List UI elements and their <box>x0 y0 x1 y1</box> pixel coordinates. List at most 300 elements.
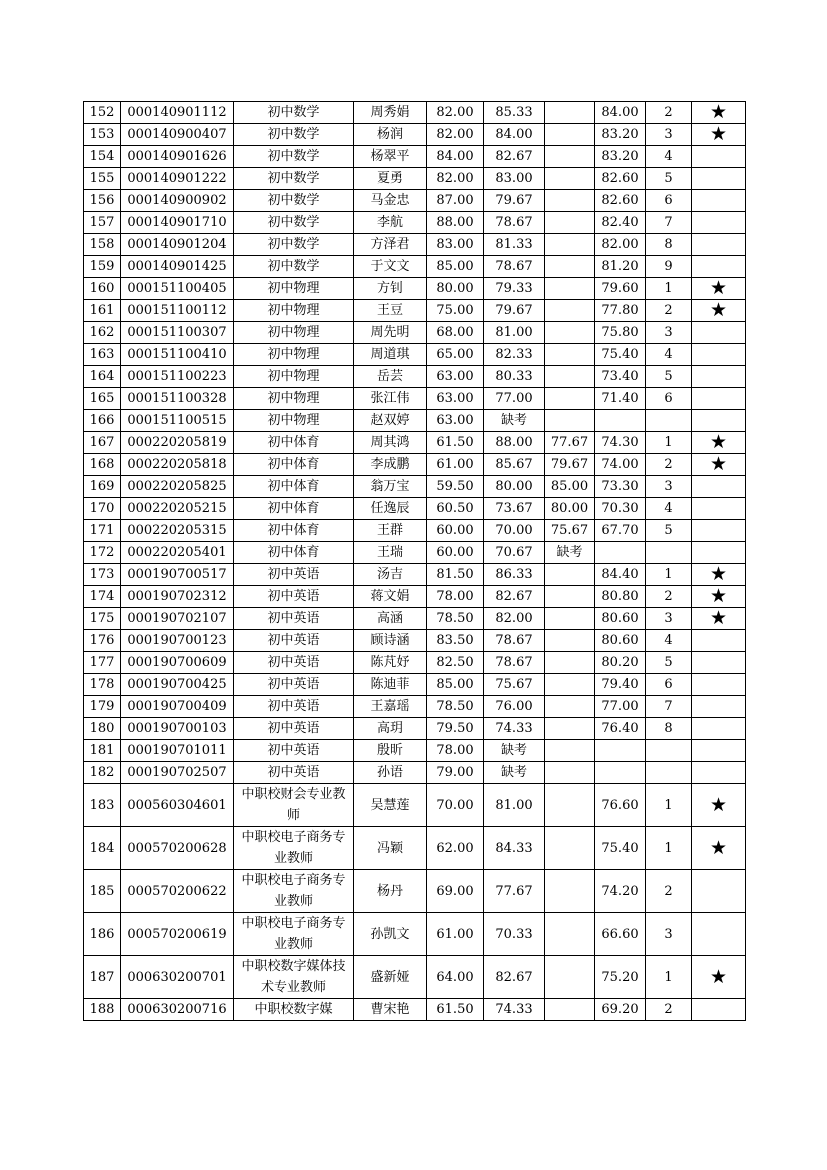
interview-score-cell: 缺考 <box>484 740 545 762</box>
table-row <box>84 740 746 762</box>
total-score-cell: 74.20 <box>595 870 646 913</box>
post-cell: 初中物理 <box>234 410 354 432</box>
written-score-cell: 82.00 <box>427 168 484 190</box>
interview-score-cell: 78.67 <box>484 212 545 234</box>
rank-cell: 2 <box>646 102 692 124</box>
row-number-cell: 167 <box>84 432 121 454</box>
interview-score-cell: 78.67 <box>484 630 545 652</box>
candidate-name-cell: 顾诗涵 <box>354 630 427 652</box>
post-cell: 初中英语 <box>234 564 354 586</box>
row-number-cell: 172 <box>84 542 121 564</box>
selected-mark-cell <box>692 718 746 740</box>
exam-id-cell: 000220205818 <box>121 454 234 476</box>
interview-score-cell: 85.33 <box>484 102 545 124</box>
table-row <box>84 432 746 454</box>
results-table-body <box>84 102 746 1021</box>
post-cell: 中职校财会专业教师 <box>234 784 354 827</box>
selected-mark-cell: ★ <box>692 300 746 322</box>
total-score-cell: 79.60 <box>595 278 646 300</box>
candidate-name-cell: 王瑞 <box>354 542 427 564</box>
rank-cell: 8 <box>646 234 692 256</box>
rank-cell <box>646 740 692 762</box>
total-score-cell: 75.40 <box>595 344 646 366</box>
total-score-cell: 82.60 <box>595 190 646 212</box>
row-number-cell: 161 <box>84 300 121 322</box>
interview-score-cell: 82.67 <box>484 146 545 168</box>
skill-score-cell <box>545 410 595 432</box>
exam-id-cell: 000220205215 <box>121 498 234 520</box>
skill-score-cell <box>545 674 595 696</box>
candidate-name-cell: 任逸辰 <box>354 498 427 520</box>
skill-score-cell <box>545 168 595 190</box>
skill-score-cell <box>545 652 595 674</box>
selected-mark-cell <box>692 366 746 388</box>
skill-score-cell <box>545 322 595 344</box>
candidate-name-cell: 方钊 <box>354 278 427 300</box>
written-score-cell: 63.00 <box>427 366 484 388</box>
table-row <box>84 762 746 784</box>
written-score-cell: 78.00 <box>427 586 484 608</box>
interview-score-cell: 88.00 <box>484 432 545 454</box>
row-number-cell: 182 <box>84 762 121 784</box>
interview-score-cell: 73.67 <box>484 498 545 520</box>
candidate-name-cell: 吴慧莲 <box>354 784 427 827</box>
total-score-cell: 80.60 <box>595 608 646 630</box>
skill-score-cell <box>545 913 595 956</box>
row-number-cell: 169 <box>84 476 121 498</box>
post-cell: 中职校电子商务专业教师 <box>234 913 354 956</box>
total-score-cell: 83.20 <box>595 146 646 168</box>
selected-mark-cell <box>692 322 746 344</box>
candidate-name-cell: 曹宋艳 <box>354 999 427 1021</box>
post-cell: 初中英语 <box>234 608 354 630</box>
total-score-cell <box>595 740 646 762</box>
rank-cell: 1 <box>646 827 692 870</box>
written-score-cell: 78.50 <box>427 608 484 630</box>
row-number-cell: 152 <box>84 102 121 124</box>
row-number-cell: 177 <box>84 652 121 674</box>
interview-score-cell: 缺考 <box>484 762 545 784</box>
selected-mark-cell <box>692 476 746 498</box>
table-row <box>84 454 746 476</box>
written-score-cell: 79.50 <box>427 718 484 740</box>
written-score-cell: 83.00 <box>427 234 484 256</box>
exam-id-cell: 000140901204 <box>121 234 234 256</box>
candidate-name-cell: 翁万宝 <box>354 476 427 498</box>
selected-mark-cell <box>692 344 746 366</box>
selected-mark-cell <box>692 630 746 652</box>
row-number-cell: 183 <box>84 784 121 827</box>
written-score-cell: 83.50 <box>427 630 484 652</box>
skill-score-cell <box>545 956 595 999</box>
table-row <box>84 190 746 212</box>
total-score-cell: 80.20 <box>595 652 646 674</box>
skill-score-cell: 85.00 <box>545 476 595 498</box>
skill-score-cell <box>545 586 595 608</box>
interview-score-cell: 82.00 <box>484 608 545 630</box>
interview-score-cell: 70.67 <box>484 542 545 564</box>
total-score-cell: 73.30 <box>595 476 646 498</box>
written-score-cell: 61.50 <box>427 999 484 1021</box>
written-score-cell: 82.50 <box>427 652 484 674</box>
written-score-cell: 61.50 <box>427 432 484 454</box>
total-score-cell: 83.20 <box>595 124 646 146</box>
row-number-cell: 158 <box>84 234 121 256</box>
written-score-cell: 85.00 <box>427 674 484 696</box>
exam-id-cell: 000630200701 <box>121 956 234 999</box>
results-table <box>83 101 746 1021</box>
total-score-cell: 77.00 <box>595 696 646 718</box>
post-cell: 中职校电子商务专业教师 <box>234 827 354 870</box>
total-score-cell: 71.40 <box>595 388 646 410</box>
total-score-cell: 84.40 <box>595 564 646 586</box>
table-row <box>84 256 746 278</box>
total-score-cell: 81.20 <box>595 256 646 278</box>
skill-score-cell <box>545 102 595 124</box>
rank-cell: 1 <box>646 956 692 999</box>
rank-cell: 3 <box>646 476 692 498</box>
row-number-cell: 164 <box>84 366 121 388</box>
exam-id-cell: 000220205819 <box>121 432 234 454</box>
table-row <box>84 608 746 630</box>
interview-score-cell: 78.67 <box>484 256 545 278</box>
candidate-name-cell: 岳芸 <box>354 366 427 388</box>
rank-cell: 5 <box>646 168 692 190</box>
row-number-cell: 179 <box>84 696 121 718</box>
exam-id-cell: 000190700409 <box>121 696 234 718</box>
selected-mark-cell: ★ <box>692 432 746 454</box>
post-cell: 初中英语 <box>234 652 354 674</box>
skill-score-cell: 缺考 <box>545 542 595 564</box>
selected-mark-cell <box>692 870 746 913</box>
rank-cell: 7 <box>646 212 692 234</box>
candidate-name-cell: 杨润 <box>354 124 427 146</box>
table-row <box>84 300 746 322</box>
interview-score-cell: 76.00 <box>484 696 545 718</box>
interview-score-cell: 80.00 <box>484 476 545 498</box>
table-row <box>84 344 746 366</box>
skill-score-cell <box>545 234 595 256</box>
written-score-cell: 88.00 <box>427 212 484 234</box>
skill-score-cell <box>545 999 595 1021</box>
table-row <box>84 784 746 827</box>
written-score-cell: 60.50 <box>427 498 484 520</box>
row-number-cell: 178 <box>84 674 121 696</box>
skill-score-cell <box>545 256 595 278</box>
skill-score-cell: 77.67 <box>545 432 595 454</box>
table-row <box>84 146 746 168</box>
interview-score-cell: 84.33 <box>484 827 545 870</box>
exam-id-cell: 000190700103 <box>121 718 234 740</box>
total-score-cell: 80.80 <box>595 586 646 608</box>
exam-id-cell: 000220205825 <box>121 476 234 498</box>
candidate-name-cell: 马金忠 <box>354 190 427 212</box>
table-row <box>84 956 746 999</box>
exam-id-cell: 000151100328 <box>121 388 234 410</box>
exam-id-cell: 000140901626 <box>121 146 234 168</box>
post-cell: 初中体育 <box>234 454 354 476</box>
table-row <box>84 168 746 190</box>
candidate-name-cell: 杨翠平 <box>354 146 427 168</box>
selected-mark-cell: ★ <box>692 278 746 300</box>
post-cell: 初中体育 <box>234 476 354 498</box>
candidate-name-cell: 周其鸿 <box>354 432 427 454</box>
post-cell: 初中英语 <box>234 630 354 652</box>
interview-score-cell: 79.67 <box>484 190 545 212</box>
rank-cell: 3 <box>646 124 692 146</box>
selected-mark-cell <box>692 913 746 956</box>
candidate-name-cell: 赵双婷 <box>354 410 427 432</box>
candidate-name-cell: 孙语 <box>354 762 427 784</box>
total-score-cell: 80.60 <box>595 630 646 652</box>
row-number-cell: 184 <box>84 827 121 870</box>
exam-id-cell: 000140900407 <box>121 124 234 146</box>
row-number-cell: 154 <box>84 146 121 168</box>
rank-cell: 6 <box>646 190 692 212</box>
total-score-cell: 75.80 <box>595 322 646 344</box>
post-cell: 初中物理 <box>234 344 354 366</box>
interview-score-cell: 82.67 <box>484 586 545 608</box>
post-cell: 初中物理 <box>234 300 354 322</box>
row-number-cell: 181 <box>84 740 121 762</box>
selected-mark-cell <box>692 410 746 432</box>
candidate-name-cell: 孙凯文 <box>354 913 427 956</box>
skill-score-cell <box>545 827 595 870</box>
table-row <box>84 102 746 124</box>
interview-score-cell: 74.33 <box>484 718 545 740</box>
post-cell: 初中物理 <box>234 278 354 300</box>
table-row <box>84 674 746 696</box>
exam-id-cell: 000190702507 <box>121 762 234 784</box>
post-cell: 中职校电子商务专业教师 <box>234 870 354 913</box>
post-cell: 中职校数字媒 <box>234 999 354 1021</box>
interview-score-cell: 74.33 <box>484 999 545 1021</box>
total-score-cell: 82.60 <box>595 168 646 190</box>
row-number-cell: 153 <box>84 124 121 146</box>
total-score-cell: 67.70 <box>595 520 646 542</box>
interview-score-cell: 75.67 <box>484 674 545 696</box>
row-number-cell: 174 <box>84 586 121 608</box>
table-row <box>84 476 746 498</box>
candidate-name-cell: 周道琪 <box>354 344 427 366</box>
written-score-cell: 80.00 <box>427 278 484 300</box>
rank-cell: 2 <box>646 300 692 322</box>
exam-id-cell: 000190702312 <box>121 586 234 608</box>
selected-mark-cell <box>692 674 746 696</box>
written-score-cell: 79.00 <box>427 762 484 784</box>
row-number-cell: 165 <box>84 388 121 410</box>
post-cell: 初中数学 <box>234 234 354 256</box>
post-cell: 初中英语 <box>234 740 354 762</box>
candidate-name-cell: 蒋文娟 <box>354 586 427 608</box>
written-score-cell: 78.00 <box>427 740 484 762</box>
exam-id-cell: 000151100515 <box>121 410 234 432</box>
table-row <box>84 388 746 410</box>
table-row <box>84 234 746 256</box>
exam-id-cell: 000220205315 <box>121 520 234 542</box>
post-cell: 初中物理 <box>234 388 354 410</box>
row-number-cell: 171 <box>84 520 121 542</box>
exam-id-cell: 000570200628 <box>121 827 234 870</box>
rank-cell: 6 <box>646 388 692 410</box>
post-cell: 初中物理 <box>234 322 354 344</box>
written-score-cell: 63.00 <box>427 388 484 410</box>
rank-cell: 2 <box>646 999 692 1021</box>
rank-cell: 2 <box>646 586 692 608</box>
written-score-cell: 82.00 <box>427 124 484 146</box>
exam-id-cell: 000140901710 <box>121 212 234 234</box>
skill-score-cell: 75.67 <box>545 520 595 542</box>
skill-score-cell <box>545 344 595 366</box>
selected-mark-cell: ★ <box>692 827 746 870</box>
row-number-cell: 163 <box>84 344 121 366</box>
table-row <box>84 696 746 718</box>
written-score-cell: 78.50 <box>427 696 484 718</box>
written-score-cell: 61.00 <box>427 454 484 476</box>
total-score-cell: 75.40 <box>595 827 646 870</box>
rank-cell: 2 <box>646 870 692 913</box>
rank-cell: 7 <box>646 696 692 718</box>
row-number-cell: 173 <box>84 564 121 586</box>
total-score-cell: 84.00 <box>595 102 646 124</box>
row-number-cell: 185 <box>84 870 121 913</box>
post-cell: 初中体育 <box>234 520 354 542</box>
written-score-cell: 87.00 <box>427 190 484 212</box>
exam-id-cell: 000560304601 <box>121 784 234 827</box>
exam-id-cell: 000570200622 <box>121 870 234 913</box>
interview-score-cell: 78.67 <box>484 652 545 674</box>
selected-mark-cell <box>692 212 746 234</box>
interview-score-cell: 79.67 <box>484 300 545 322</box>
selected-mark-cell: ★ <box>692 124 746 146</box>
rank-cell: 3 <box>646 322 692 344</box>
table-row <box>84 520 746 542</box>
total-score-cell: 74.30 <box>595 432 646 454</box>
table-row <box>84 718 746 740</box>
post-cell: 初中数学 <box>234 190 354 212</box>
rank-cell: 8 <box>646 718 692 740</box>
selected-mark-cell: ★ <box>692 102 746 124</box>
selected-mark-cell <box>692 999 746 1021</box>
row-number-cell: 180 <box>84 718 121 740</box>
exam-id-cell: 000630200716 <box>121 999 234 1021</box>
total-score-cell: 76.60 <box>595 784 646 827</box>
candidate-name-cell: 高玥 <box>354 718 427 740</box>
candidate-name-cell: 冯颖 <box>354 827 427 870</box>
selected-mark-cell: ★ <box>692 454 746 476</box>
table-row <box>84 212 746 234</box>
total-score-cell: 79.40 <box>595 674 646 696</box>
skill-score-cell <box>545 718 595 740</box>
candidate-name-cell: 夏勇 <box>354 168 427 190</box>
rank-cell: 1 <box>646 278 692 300</box>
exam-id-cell: 000151100307 <box>121 322 234 344</box>
post-cell: 中职校数字媒体技术专业教师 <box>234 956 354 999</box>
post-cell: 初中体育 <box>234 432 354 454</box>
table-row <box>84 124 746 146</box>
post-cell: 初中数学 <box>234 168 354 190</box>
written-score-cell: 61.00 <box>427 913 484 956</box>
exam-id-cell: 000151100410 <box>121 344 234 366</box>
skill-score-cell <box>545 190 595 212</box>
selected-mark-cell <box>692 696 746 718</box>
row-number-cell: 176 <box>84 630 121 652</box>
exam-id-cell: 000140901222 <box>121 168 234 190</box>
post-cell: 初中物理 <box>234 366 354 388</box>
selected-mark-cell <box>692 762 746 784</box>
exam-id-cell: 000190700123 <box>121 630 234 652</box>
interview-score-cell: 81.33 <box>484 234 545 256</box>
written-score-cell: 64.00 <box>427 956 484 999</box>
exam-id-cell: 000220205401 <box>121 542 234 564</box>
candidate-name-cell: 殷昕 <box>354 740 427 762</box>
exam-id-cell: 000140901112 <box>121 102 234 124</box>
total-score-cell: 73.40 <box>595 366 646 388</box>
row-number-cell: 160 <box>84 278 121 300</box>
selected-mark-cell <box>692 256 746 278</box>
exam-id-cell: 000151100112 <box>121 300 234 322</box>
selected-mark-cell <box>692 388 746 410</box>
skill-score-cell <box>545 608 595 630</box>
selected-mark-cell <box>692 520 746 542</box>
written-score-cell: 65.00 <box>427 344 484 366</box>
written-score-cell: 59.50 <box>427 476 484 498</box>
row-number-cell: 175 <box>84 608 121 630</box>
row-number-cell: 156 <box>84 190 121 212</box>
interview-score-cell: 77.67 <box>484 870 545 913</box>
written-score-cell: 81.50 <box>427 564 484 586</box>
total-score-cell <box>595 410 646 432</box>
skill-score-cell <box>545 740 595 762</box>
table-row <box>84 827 746 870</box>
skill-score-cell <box>545 278 595 300</box>
total-score-cell: 75.20 <box>595 956 646 999</box>
row-number-cell: 170 <box>84 498 121 520</box>
post-cell: 初中体育 <box>234 542 354 564</box>
interview-score-cell: 缺考 <box>484 410 545 432</box>
table-row <box>84 999 746 1021</box>
row-number-cell: 166 <box>84 410 121 432</box>
interview-score-cell: 70.33 <box>484 913 545 956</box>
exam-id-cell: 000140900902 <box>121 190 234 212</box>
candidate-name-cell: 周先明 <box>354 322 427 344</box>
row-number-cell: 155 <box>84 168 121 190</box>
interview-score-cell: 81.00 <box>484 322 545 344</box>
interview-score-cell: 81.00 <box>484 784 545 827</box>
interview-score-cell: 82.33 <box>484 344 545 366</box>
total-score-cell <box>595 542 646 564</box>
written-score-cell: 70.00 <box>427 784 484 827</box>
candidate-name-cell: 于文文 <box>354 256 427 278</box>
written-score-cell: 60.00 <box>427 542 484 564</box>
rank-cell: 5 <box>646 520 692 542</box>
rank-cell: 3 <box>646 608 692 630</box>
post-cell: 初中英语 <box>234 718 354 740</box>
candidate-name-cell: 王豆 <box>354 300 427 322</box>
row-number-cell: 186 <box>84 913 121 956</box>
table-row <box>84 913 746 956</box>
skill-score-cell <box>545 870 595 913</box>
selected-mark-cell <box>692 234 746 256</box>
total-score-cell: 77.80 <box>595 300 646 322</box>
total-score-cell: 70.30 <box>595 498 646 520</box>
interview-score-cell: 85.67 <box>484 454 545 476</box>
exam-id-cell: 000570200619 <box>121 913 234 956</box>
exam-id-cell: 000190702107 <box>121 608 234 630</box>
candidate-name-cell: 方泽君 <box>354 234 427 256</box>
total-score-cell: 74.00 <box>595 454 646 476</box>
written-score-cell: 85.00 <box>427 256 484 278</box>
